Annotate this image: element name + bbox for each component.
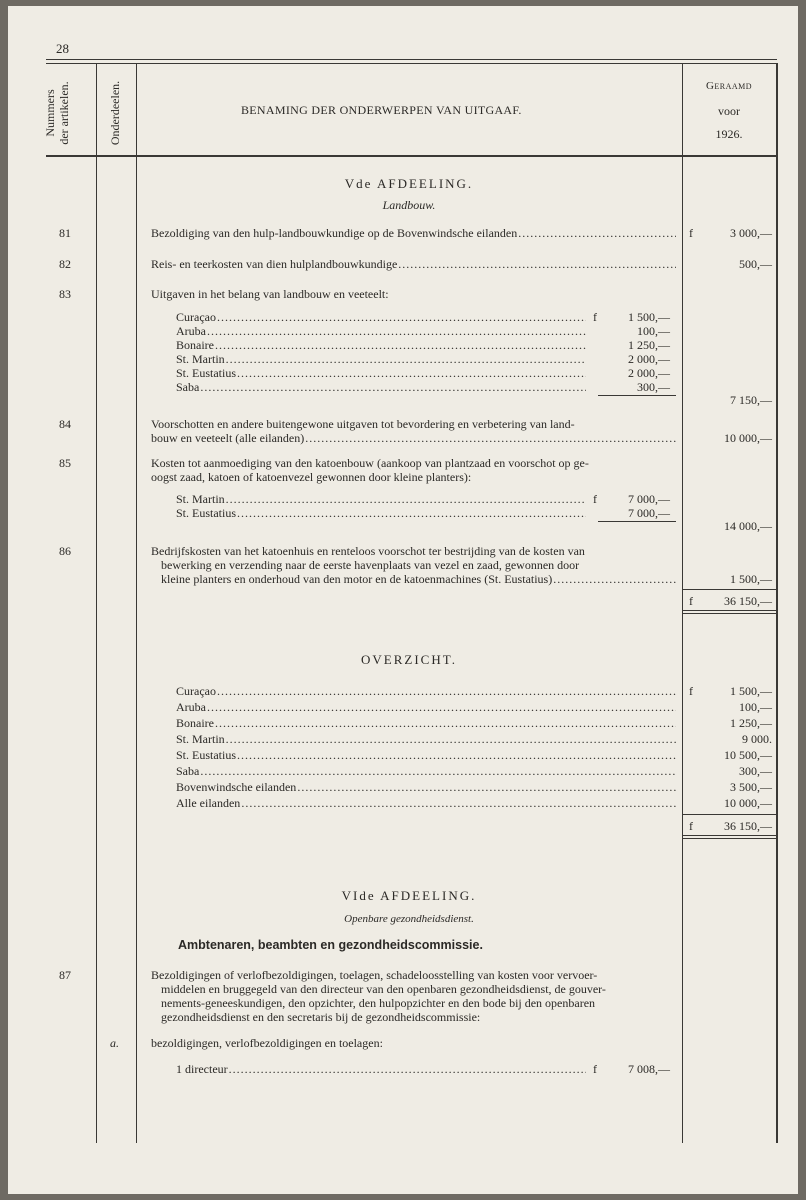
header-col-geraamd: Geraamd <box>705 80 753 92</box>
section5-subtitle: Landbouw. <box>382 198 436 212</box>
overzicht-item-label: St. Eustatius <box>176 748 237 762</box>
header-col-onderdeelen <box>108 63 124 163</box>
art81-amount: 3 000,— <box>730 226 772 240</box>
overzicht-bottom-rule <box>682 835 776 836</box>
art83-item-value: 1 250,— <box>628 338 670 352</box>
art83-item-value: 100,— <box>637 324 670 338</box>
overzicht-item <box>176 780 676 795</box>
leader <box>207 700 676 715</box>
overzicht-item-value: 300,— <box>739 764 772 778</box>
overzicht-currency: f <box>689 684 693 698</box>
art82-nr: 82 <box>59 257 71 271</box>
overzicht-item-value: 100,— <box>739 700 772 714</box>
art87-line4: gezondheidsdienst en den secretaris bij de gezondheidscommissie: <box>161 1010 481 1024</box>
art85-item <box>176 492 586 507</box>
overzicht-item-label: Bovenwindsche eilanden <box>176 780 297 794</box>
header-col-divider-1 <box>96 63 97 157</box>
leader <box>226 492 586 507</box>
art86-line3-text: kleine planters en onderhoud van den motor en de katoenmachines (St. Eustatius) <box>161 572 553 586</box>
art83-item-label: Bonaire <box>176 338 214 352</box>
art81-text: Bezoldiging van den hulp-landbouwkundige op de Bovenwindsche eilanden <box>151 226 518 240</box>
art85-item-value: 7 000,— <box>628 492 670 506</box>
art87-item-currency: f <box>593 1062 597 1076</box>
art86-amount: 1 500,— <box>730 572 772 586</box>
art83-item-value: 2 000,— <box>628 352 670 366</box>
col-divider-2 <box>136 63 137 1143</box>
art86-line2: bewerking en verzending naar de eerste havenplaats van vezel en zaad, gewonnen door <box>161 558 580 572</box>
art85-nr: 85 <box>59 456 71 470</box>
art87-item <box>176 1062 586 1077</box>
art87-nr: 87 <box>59 968 71 982</box>
section6-subtitle: Openbare gezondheidsdienst. <box>344 913 474 925</box>
art83-item-value: 2 000,— <box>628 366 670 380</box>
art87-line1: Bezoldigingen of verlofbezoldigingen, toelagen, schadeloosstelling van kosten voor vervoer- <box>151 968 598 982</box>
overzicht-item-value: 3 500,— <box>730 780 772 794</box>
art83-item-label: Aruba <box>176 324 206 338</box>
header-col-year: 1926. <box>715 127 743 141</box>
overzicht-item-label: Alle eilanden <box>176 796 241 810</box>
overzicht-total: 36 150,— <box>724 819 772 833</box>
overzicht-total-currency: f <box>689 819 693 833</box>
art81-currency: f <box>689 226 693 240</box>
overzicht-item <box>176 764 676 779</box>
leader <box>237 506 586 521</box>
art83-item <box>176 366 586 381</box>
overzicht-bottom-rule-2 <box>682 838 776 839</box>
art83-item-label: St. Eustatius <box>176 366 237 380</box>
leader <box>226 732 676 747</box>
art83-item <box>176 338 586 353</box>
art81-nr: 81 <box>59 226 71 240</box>
overzicht-item-value: 10 500,— <box>724 748 772 762</box>
art83-item <box>176 324 586 339</box>
overzicht-top-rule <box>682 814 776 815</box>
art84-line2-text: bouw en veeteelt (alle eilanden) <box>151 431 305 445</box>
art81-line <box>151 226 676 241</box>
art83-item <box>176 352 586 367</box>
overzicht-item-label: Bonaire <box>176 716 214 730</box>
art83-item-label: St. Martin <box>176 352 225 366</box>
col-divider-3 <box>682 63 683 1143</box>
overzicht-item-label: Curaçao <box>176 684 216 698</box>
header-col-voor: voor <box>718 104 740 118</box>
total1-top-rule <box>682 589 776 590</box>
art84-nr: 84 <box>59 417 71 431</box>
art83-text: Uitgaven in het belang van landbouw en veeteelt: <box>151 287 389 301</box>
header-col-benaming: BENAMING DER ONDERWERPEN VAN UITGAAF. <box>241 103 522 117</box>
art83-currency: f <box>593 310 597 324</box>
header-col-onderdeelen-text: Onderdeelen. <box>108 80 122 146</box>
total1-bottom-rule-2 <box>682 613 776 614</box>
leader <box>229 1062 586 1077</box>
total1-currency: f <box>689 594 693 608</box>
art82-leader <box>398 257 676 272</box>
leader <box>553 572 676 587</box>
art82-line <box>151 257 676 272</box>
art86-line3 <box>161 572 676 587</box>
page-number: 28 <box>56 41 69 56</box>
art85-sum-rule <box>598 521 676 522</box>
art87-item-label: 1 directeur <box>176 1062 228 1076</box>
leader <box>200 764 676 779</box>
leader <box>217 684 676 699</box>
art83-item <box>176 380 586 395</box>
art83-item-value: 300,— <box>637 380 670 394</box>
art85-item <box>176 506 586 521</box>
art85-amount: 14 000,— <box>724 519 772 533</box>
overzicht-item-value: 1 500,— <box>730 684 772 698</box>
overzicht-item <box>176 748 676 763</box>
art87-sub-letter: a. <box>110 1036 119 1050</box>
art87-sub-text: bezoldigingen, verlofbezoldigingen en toelagen: <box>151 1036 383 1050</box>
leader <box>297 780 676 795</box>
overzicht-item-value: 1 250,— <box>730 716 772 730</box>
header-top-rule-2 <box>46 63 777 64</box>
leader <box>226 352 586 367</box>
leader <box>215 338 586 353</box>
section6-heading: Ambtenaren, beambten en gezondheidscommissie. <box>178 938 483 952</box>
header-top-rule <box>46 59 777 60</box>
art85-item-value: 7 000,— <box>628 506 670 520</box>
art81-leader <box>518 226 676 241</box>
leader <box>207 324 586 339</box>
overzicht-title: OVERZICHT. <box>361 652 457 667</box>
art86-line1: Bedrijfskosten van het katoenhuis en renteloos voorschot ter bestrijding van de kosten van <box>151 544 585 558</box>
header-bottom-rule <box>46 155 777 157</box>
overzicht-item <box>176 732 676 747</box>
overzicht-item-label: St. Martin <box>176 732 225 746</box>
section6-title: VIde AFDEELING. <box>341 888 477 903</box>
right-border <box>776 63 778 1143</box>
art83-item-value: 1 500,— <box>628 310 670 324</box>
art85-item-label: St. Eustatius <box>176 506 237 520</box>
art83-sum-rule <box>598 395 676 396</box>
art82-amount: 500,— <box>739 257 772 271</box>
art84-line2 <box>151 431 676 446</box>
overzicht-item-value: 9 000. <box>742 732 772 746</box>
leader <box>305 431 676 446</box>
leader <box>217 310 586 325</box>
overzicht-item-value: 10 000,— <box>724 796 772 810</box>
overzicht-item <box>176 716 676 731</box>
overzicht-item-label: Saba <box>176 764 200 778</box>
leader <box>237 748 676 763</box>
section5-title: Vde AFDEELING. <box>344 176 474 191</box>
art83-amount: 7 150,— <box>730 393 772 407</box>
overzicht-item <box>176 796 676 811</box>
overzicht-item <box>176 684 676 699</box>
header-col-nummers-text: Nummers der artikelen. <box>43 81 71 145</box>
total1-bottom-rule <box>682 610 776 611</box>
total1-amount: 36 150,— <box>724 594 772 608</box>
leader <box>215 716 676 731</box>
art87-line3: nements-geneeskundigen, den opzichter, den hulpopzichter en den bode bij den openbaren <box>161 996 596 1010</box>
leader <box>200 380 586 395</box>
art85-item-label: St. Martin <box>176 492 225 506</box>
art87-item-value: 7 008,— <box>628 1062 670 1076</box>
art87-line2: middelen en bruggegeld van den directeur van den openbaren gezondheidsdienst, de gouver- <box>161 982 606 996</box>
art86-nr: 86 <box>59 544 71 558</box>
leader <box>237 366 586 381</box>
art85-currency: f <box>593 492 597 506</box>
art83-nr: 83 <box>59 287 71 301</box>
art85-line2: oogst zaad, katoen of katoenvezel gewonnen door kleine planters): <box>151 470 472 484</box>
art83-item-label: Saba <box>176 380 200 394</box>
overzicht-item <box>176 700 676 715</box>
col-divider-1 <box>96 157 97 1143</box>
art84-line1: Voorschotten en andere buitengewone uitgaven tot bevordering en verbetering van land- <box>151 417 575 431</box>
leader <box>241 796 676 811</box>
overzicht-item-label: Aruba <box>176 700 206 714</box>
art85-line1: Kosten tot aanmoediging van den katoenbouw (aankoop van plantzaad en voorschot op ge- <box>151 456 589 470</box>
header-col-nummers <box>43 65 73 161</box>
art83-item <box>176 310 586 325</box>
art82-text: Reis- en teerkosten van dien hulplandbouwkundige <box>151 257 398 271</box>
art84-amount: 10 000,— <box>724 431 772 445</box>
art83-item-label: Curaçao <box>176 310 216 324</box>
document-page <box>8 6 798 1194</box>
